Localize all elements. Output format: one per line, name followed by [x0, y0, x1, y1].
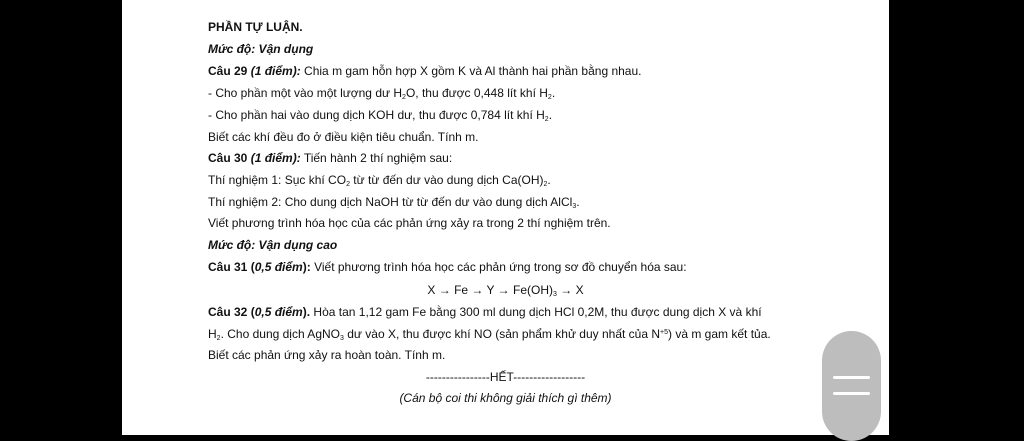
question-31-scheme [122, 283, 889, 297]
q30-e1-a: Thí nghiệm 1: Sục khí CO [208, 173, 347, 187]
scroll-handle[interactable] [822, 331, 881, 441]
q29-l1-c: . [551, 86, 556, 100]
q30-e1-c: . [547, 173, 551, 187]
end-marker: ----------------HẾT------------------ [425, 370, 586, 384]
q29-l1-sub2: 2 [547, 94, 552, 101]
question-31-label: Câu 31 [208, 260, 248, 274]
question-30-exp-1 [208, 173, 551, 187]
question-32-text: Hòa tan 1,12 gam Fe bằng 300 ml dung dịch HCl 0,2M, thu được dung dịch X và khí [310, 305, 762, 319]
question-32-heading [208, 305, 762, 319]
handle-grip-icon-top [833, 376, 870, 379]
question-29-line-2 [208, 108, 552, 122]
q32-l2-sub: 2 [216, 335, 221, 342]
q29-l2-sub: 2 [544, 116, 549, 123]
question-29-label: Câu 29 [208, 64, 248, 78]
question-32-line-3: Biết các phản ứng xảy ra hoàn toàn. Tính m. [208, 348, 446, 362]
question-30-points: (1 điểm): [250, 151, 301, 165]
question-32-line-2 [208, 327, 771, 341]
q32-pc: ). [302, 305, 311, 319]
q32-l2-b: . Cho dung dịch AgNO [220, 327, 340, 341]
question-31-points [251, 260, 311, 274]
question-30-heading [208, 151, 452, 165]
q29-l1-a: - Cho phần một vào một lượng dư H [208, 86, 403, 100]
question-32-label: Câu 32 [208, 305, 248, 319]
q29-l1-sub: 2 [402, 94, 406, 101]
q30-e1-b: từ từ đến dư vào dung dịch Ca(OH) [349, 173, 544, 187]
q32-l2-sub2: 3 [340, 335, 344, 342]
q30-e2-b: . [576, 195, 580, 209]
q29-l1-b: O, thu được 0,448 lít khí H [405, 86, 548, 100]
document-page [122, 0, 889, 435]
question-31-text: Viết phương trình hóa học các phản ứng trong sơ đồ chuyển hóa sau: [310, 260, 687, 274]
q32-l2-sup: +5 [660, 329, 669, 336]
q32-l2-a: H [208, 327, 217, 341]
q31-s-sub: 3 [553, 291, 557, 298]
q31-s-a: X → Fe → Y → Fe(OH) [427, 283, 553, 297]
q31-s-b: → X [556, 283, 584, 297]
q32-pb: 0,5 điểm [254, 305, 303, 319]
q32-pa: ( [250, 305, 255, 319]
question-29-line-3: Biết các khí đều đo ở điều kiện tiêu chuẩn. Tính m. [208, 130, 479, 144]
question-30-exp-2 [208, 195, 580, 209]
handle-grip-icon-bottom [833, 392, 870, 395]
level-heading-2: Mức độ: Vận dụng cao [208, 238, 338, 252]
q30-e1-sub2: 2 [543, 181, 548, 188]
q31-pa: ( [250, 260, 255, 274]
q31-pc: ): [302, 260, 311, 274]
question-29-heading [208, 64, 641, 78]
footer-note: (Cán bộ coi thi không giải thích gì thêm) [399, 391, 612, 405]
q30-e1-sub: 2 [346, 181, 350, 188]
section-title: PHẦN TỰ LUẬN. [208, 20, 303, 34]
q32-l2-c: dư vào X, thu được khí NO (sản phẩm khử duy nhất của N [343, 327, 661, 341]
question-29-line-1 [208, 86, 555, 100]
question-30-text: Tiến hành 2 thí nghiệm sau: [300, 151, 453, 165]
question-30-label: Câu 30 [208, 151, 248, 165]
level-heading-1: Mức độ: Vận dụng [208, 42, 314, 56]
q30-e2-sub: 3 [572, 203, 577, 210]
question-31-heading [208, 260, 687, 274]
question-29-points: (1 điểm): [250, 64, 301, 78]
q30-e2-a: Thí nghiệm 2: Cho dung dịch NaOH từ từ đến dư vào dung dịch AlCl [208, 195, 573, 209]
question-32-points [251, 305, 310, 319]
q32-l2-d: ) và m gam kết tủa. [668, 327, 771, 341]
q29-l2-a: - Cho phần hai vào dung dịch KOH dư, thu được 0,784 lít khí H [208, 108, 545, 122]
question-29-text: Chia m gam hỗn hợp X gồm K và Al thành hai phần bằng nhau. [300, 64, 642, 78]
q31-pb: 0,5 điểm [254, 260, 303, 274]
q29-l2-b: . [548, 108, 553, 122]
question-30-line-3: Viết phương trình hóa học của các phản ứng xảy ra trong 2 thí nghiệm trên. [208, 216, 611, 230]
